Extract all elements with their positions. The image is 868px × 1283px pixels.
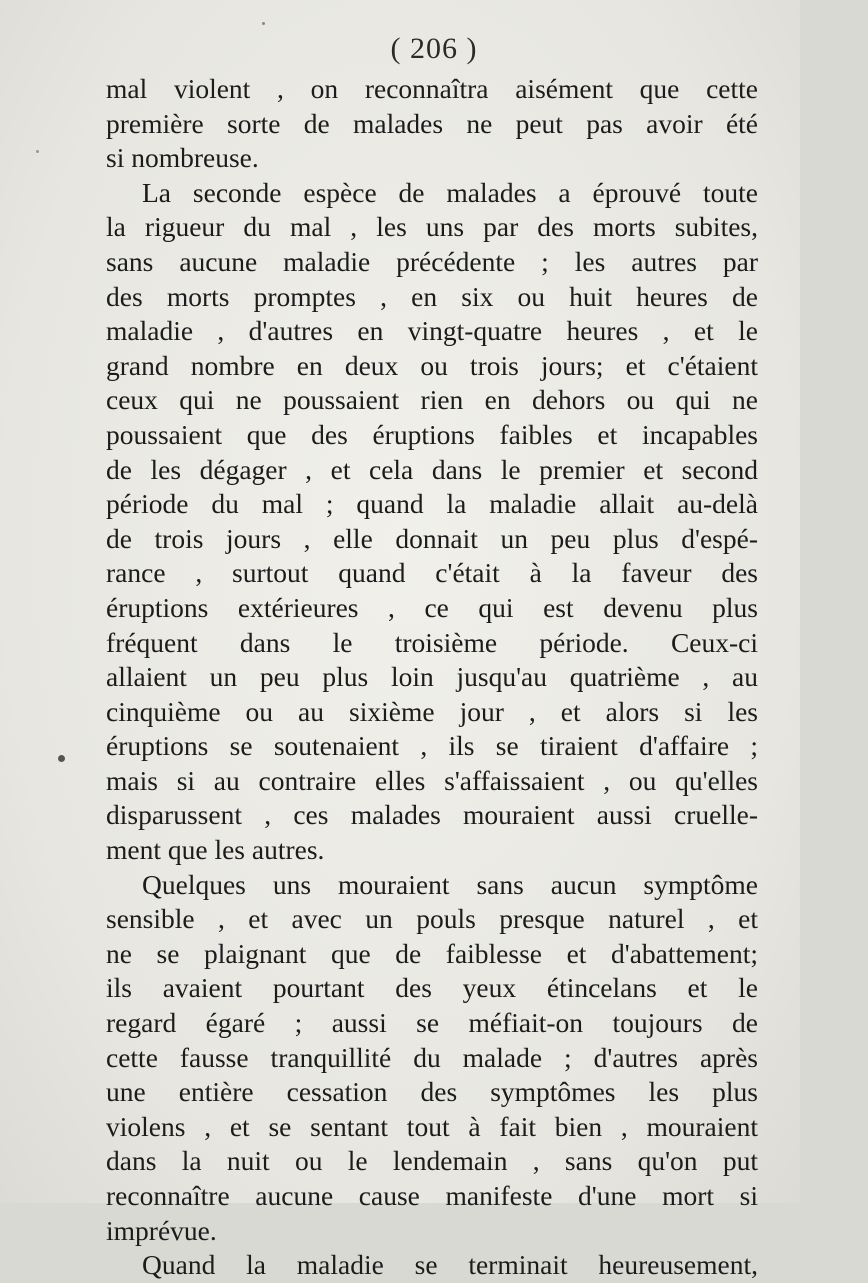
ink-speck — [58, 755, 65, 762]
text-line: regard égaré ; aussi se méfiait-on toujours de — [106, 1007, 758, 1039]
text-line: des morts promptes , en six ou huit heures de — [106, 280, 758, 312]
text-line: imprévue. — [106, 1214, 217, 1246]
page-text — [106, 72, 758, 1283]
text-line: première sorte de malades ne peut pas avoir été — [106, 107, 758, 139]
text-line: éruptions se soutenaient , ils se tiraient d'affaire ; — [106, 730, 758, 762]
text-line: sensible , et avec un pouls presque naturel , et — [106, 903, 758, 935]
text-line: grand nombre en deux ou trois jours; et c'étaient — [106, 349, 758, 381]
text-line: de trois jours , elle donnait un peu plus d'espé- — [106, 522, 758, 554]
text-line: fréquent dans le troisième période. Ceux-ci — [106, 626, 758, 658]
text-line: mal violent , on reconnaîtra aisément que cette — [106, 73, 758, 104]
text-line: rance , surtout quand c'était à la faveur des — [106, 557, 758, 589]
text-line: allaient un peu plus loin jusqu'au quatrième , au — [106, 661, 758, 693]
text-line: mais si au contraire elles s'affaissaient , ou qu'elles — [106, 764, 758, 796]
text-line: Quand la maladie se terminait heureusement, — [142, 1249, 758, 1281]
text-line: sans aucune maladie précédente ; les autres par — [106, 245, 758, 277]
text-line: ils avaient pourtant des yeux étincelans et le — [106, 972, 758, 1004]
text-line: la rigueur du mal , les uns par des morts subites, — [106, 211, 758, 243]
text-line: poussaient que des éruptions faibles et incapables — [106, 418, 758, 450]
text-line: dans la nuit ou le lendemain , sans qu'on put — [106, 1145, 758, 1177]
ink-speck — [36, 150, 39, 153]
text-line: ceux qui ne poussaient rien en dehors ou qui ne — [106, 384, 758, 416]
text-line: Quelques uns mouraient sans aucun symptôme — [142, 868, 758, 900]
text-line: reconnaître aucune cause manifeste d'une mort si — [106, 1180, 758, 1211]
text-line: une entière cessation des symptômes les plus — [106, 1076, 758, 1108]
text-line: violens , et se sentant tout à fait bien , mouraient — [106, 1110, 758, 1142]
text-line: disparussent , ces malades mouraient aussi cruelle- — [106, 799, 758, 831]
text-line: ment que les autres. — [106, 834, 325, 866]
text-line: cette fausse tranquillité du malade ; d'autres après — [106, 1041, 758, 1073]
ink-speck — [262, 22, 265, 25]
text-line: période du mal ; quand la maladie allait au-delà — [106, 488, 758, 520]
text-line: ne se plaignant que de faiblesse et d'abattement; — [106, 937, 758, 969]
text-line: éruptions extérieures , ce qui est devenu plus — [106, 591, 758, 623]
text-line: de les dégager , et cela dans le premier et second — [106, 453, 758, 485]
text-line: La seconde espèce de malades a éprouvé toute — [142, 176, 758, 208]
text-line: cinquième ou au sixième jour , et alors si les — [106, 695, 758, 727]
text-line: si nombreuse. — [106, 142, 259, 174]
page-number: ( 206 ) — [390, 32, 478, 65]
text-line: maladie , d'autres en vingt-quatre heures , et le — [106, 315, 758, 347]
